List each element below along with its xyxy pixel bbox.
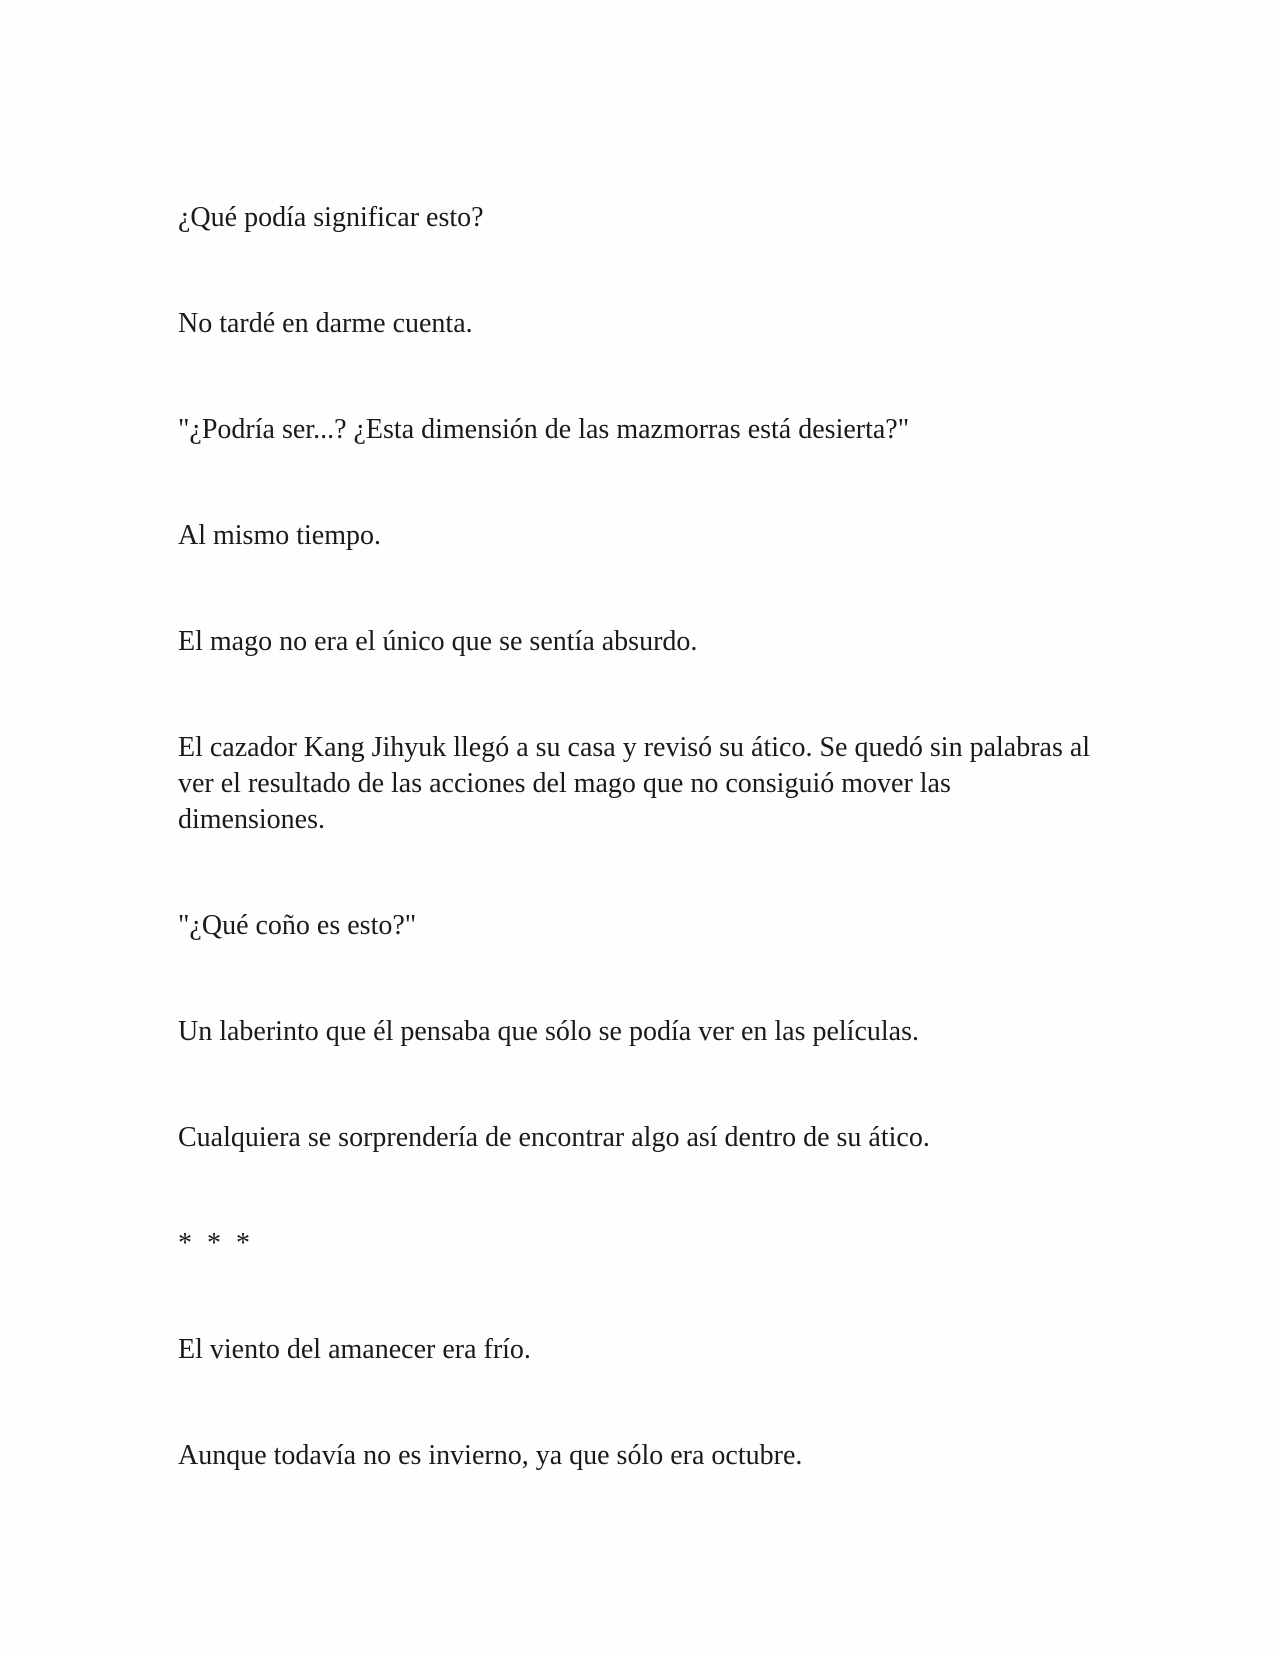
paragraph: Cualquiera se sorprendería de encontrar algo así dentro de su ático. — [178, 1122, 930, 1153]
paragraph: No tardé en darme cuenta. — [178, 308, 473, 339]
paragraph: El viento del amanecer era frío. — [178, 1334, 531, 1365]
paragraph: Al mismo tiempo. — [178, 520, 381, 551]
paragraph: ¿Qué podía significar esto? — [178, 202, 484, 233]
paragraph: Aunque todavía no es invierno, ya que sólo era octubre. — [178, 1440, 803, 1471]
paragraph: Un laberinto que él pensaba que sólo se podía ver en las películas. — [178, 1016, 919, 1047]
section-separator: * * * — [178, 1228, 254, 1259]
paragraph: El mago no era el único que se sentía absurdo. — [178, 626, 698, 657]
paragraph: "¿Qué coño es esto?" — [178, 910, 417, 941]
paragraph: El cazador Kang Jihyuk llegó a su casa y revisó su ático. Se quedó sin palabras al ver el resultado de las acciones del mago que no consiguió mover las dimensiones. — [178, 732, 1091, 835]
paragraph: "¿Podría ser...? ¿Esta dimensión de las mazmorras está desierta?" — [178, 414, 910, 445]
